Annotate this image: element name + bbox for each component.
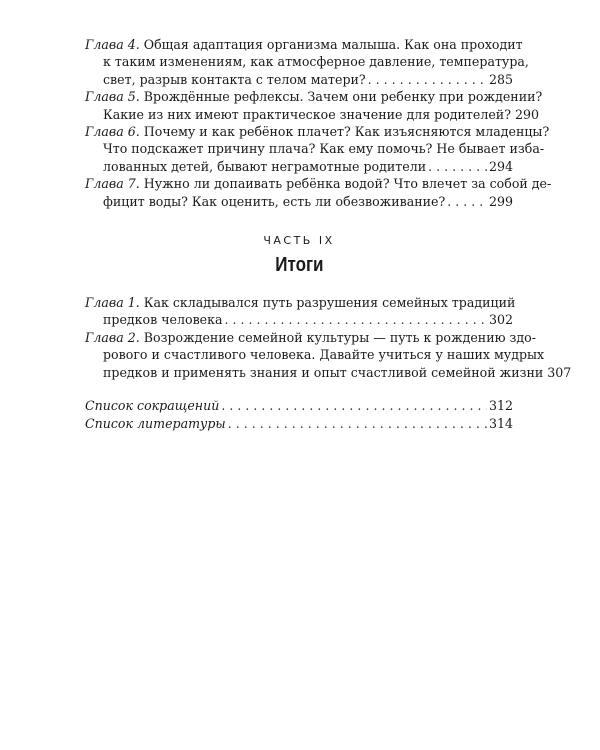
toc-entry-line — [85, 36, 523, 53]
chapter-label: Глава 7. — [85, 176, 140, 192]
toc-leader-line — [85, 397, 513, 414]
toc-page — [85, 36, 572, 432]
entry-text: Какие из них имеют практическое значение для родителей? — [103, 106, 511, 122]
page-number: 285 — [488, 71, 513, 87]
entry-text: Общая адаптация организма малыша. Как она проходит — [143, 37, 523, 52]
part-heading — [85, 234, 513, 278]
dot-leader — [368, 71, 487, 88]
toc-entry-chapter-5[interactable] — [85, 88, 543, 123]
entry-text: Врождённые рефлексы. Зачем они ребенку при рождении? — [143, 89, 543, 105]
dot-leader — [228, 415, 487, 432]
page-number: 302 — [488, 312, 513, 328]
toc-entry-line — [85, 88, 543, 105]
entry-text: Список сокращений — [85, 398, 220, 414]
toc-entry-line — [85, 329, 537, 346]
dot-leader — [221, 397, 487, 414]
entry-text: Возрождение семейной культуры — путь к рождению здо- — [143, 329, 537, 345]
toc-entry-chapter-2[interactable] — [85, 329, 572, 381]
toc-entry-chapter-1[interactable] — [85, 294, 516, 329]
page-number: 299 — [488, 193, 513, 209]
dot-leader — [428, 158, 487, 175]
toc-end-list — [85, 397, 513, 432]
page-number: 314 — [488, 415, 513, 431]
page-number: 307 — [547, 364, 572, 380]
toc-leader-line — [85, 193, 513, 210]
entry-text: рового и счастливого человека. Давайте учиться у наших мудрых — [103, 347, 545, 363]
entry-text: предков человека — [103, 312, 223, 328]
toc-leader-line — [85, 415, 513, 432]
entry-text: Что подскажет причину плача? Как ему помочь? Не бывает избa- — [103, 141, 545, 157]
dot-leader — [447, 193, 487, 210]
toc-entry-bibliography[interactable] — [85, 415, 513, 432]
entry-text: фицит воды? Как оценить, есть ли обезвоживание? — [103, 193, 446, 209]
chapter-label: Глава 6. — [85, 124, 140, 140]
toc-entry-chapter-7[interactable] — [85, 175, 552, 210]
chapter-label: Глава 2. — [85, 329, 140, 345]
toc-leader-line — [85, 364, 572, 381]
toc-leader-line — [85, 158, 513, 175]
entry-text: Нужно ли допаивать ребёнка водой? Что влечет за собой де- — [143, 176, 552, 192]
toc-leader-line — [85, 71, 513, 88]
chapter-label: Глава 4. — [85, 37, 140, 52]
toc-entry-abbreviations[interactable] — [85, 397, 513, 414]
toc-top-list — [85, 36, 552, 210]
chapter-label: Глава 5. — [85, 89, 140, 105]
page-number: 294 — [488, 158, 513, 174]
page-number: 312 — [488, 398, 513, 414]
dot-leader — [225, 311, 487, 328]
part-title: Итоги — [274, 254, 324, 277]
entry-text: Почему и как ребёнок плачет? Как изъясняются младенцы? — [143, 124, 550, 140]
entry-text: предков и применять знания и опыт счастливой семейной жизни — [103, 364, 544, 380]
entry-text: к таким изменениям, как атмосферное давление, температура, — [103, 54, 529, 70]
toc-entry-chapter-6[interactable] — [85, 123, 550, 175]
entry-text: Как складывался путь разрушения семейных традиций — [143, 295, 516, 311]
toc-entry-line — [85, 175, 552, 192]
entry-text: свет, разрыв контакта с телом матери? — [103, 71, 366, 87]
toc-leader-line — [85, 311, 513, 328]
toc-leader-line — [85, 106, 540, 123]
part-number: ЧАСТЬ IX — [263, 234, 335, 248]
toc-part-list — [85, 294, 572, 381]
page-number: 290 — [514, 106, 540, 122]
toc-entry-line — [85, 294, 516, 311]
chapter-label: Глава 1. — [85, 295, 140, 311]
entry-text: Список литературы — [85, 415, 226, 431]
toc-entry-line — [85, 123, 550, 140]
entry-text: лованных детей, бывают неграмотные родители — [103, 158, 427, 174]
toc-entry-chapter-4[interactable] — [85, 36, 529, 88]
